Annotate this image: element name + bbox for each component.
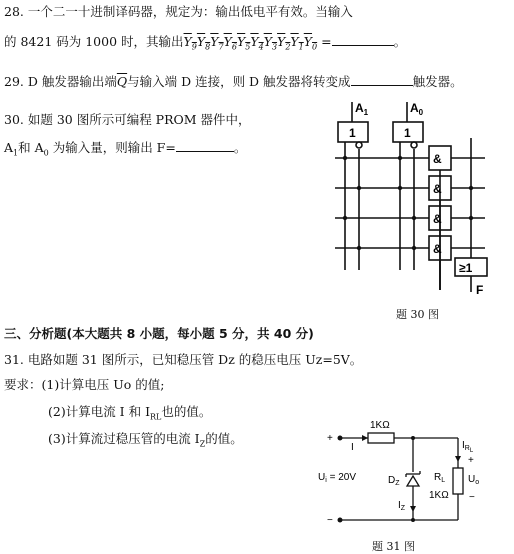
q28-line2: 的 8421 码为 1000 时，其输出$Y_9Y_8Y_7Y_6Y_5Y_4Y_3Y_2Y_1Y_0$ = 。 [4, 34, 407, 52]
fig30-or-gate: ≥1 [459, 261, 473, 275]
q31-req3: (3)计算流过稳压管的电流 $I_Z$的值。 [48, 431, 243, 449]
q28-line2-pre: 的 8421 码为 1000 时，其输出 [4, 34, 184, 49]
fig30-input-a1: $A_1$ [355, 101, 369, 117]
section3-title: 三、分析题(本大题共 8 小题，每小题 5 分，共 40 分) [4, 326, 314, 341]
fig31-plus-in: + [327, 433, 333, 444]
fig30-caption: 题 30 图 [396, 308, 439, 321]
q31-req1: 要求：(1)计算电压 Uo 的值; [4, 377, 165, 392]
q28-answer-blank[interactable] [332, 32, 394, 46]
fig30-and-gate-2: & [433, 182, 442, 196]
q29-post: 触发器。 [412, 74, 463, 89]
fig30-buffer-a1: 1 [349, 126, 356, 140]
q31-req2: (2)计算电流 I 和 $I_{RL}$也的值。 [48, 404, 212, 422]
fig31-rl-value: 1KΩ [429, 490, 449, 501]
fig31-iz: $I_Z$ [398, 500, 406, 512]
q28-outputs: $Y_9Y_8Y_7Y_6Y_5Y_4Y_3Y_2Y_1Y_0$ [183, 34, 318, 52]
fig31-plus-out: + [468, 455, 474, 466]
q31-line1: 31. 电路如题 31 图所示，已知稳压管 Dz 的稳压电压 Uz=5V。 [4, 352, 363, 367]
fig30-output-f: F [476, 283, 484, 297]
fig31-minus-in: − [327, 515, 333, 526]
fig31-current-i: I [351, 442, 354, 453]
fig31-caption: 题 31 图 [372, 540, 415, 553]
fig31-minus-out: − [469, 492, 475, 503]
figure-30-prom-diagram [325, 100, 505, 300]
q29-line [4, 72, 463, 90]
fig31-dz: $D_Z$ [388, 475, 400, 487]
q28-line2-post: = [317, 34, 332, 49]
fig30-and-gate-4: & [433, 242, 442, 256]
fig31-ui: $U_i = 20V$ [318, 472, 356, 484]
q29-qbar: $\overline{Q}$ [116, 74, 128, 89]
fig30-input-a0: $A_0$ [410, 101, 424, 117]
q29-mid: 与输入端 D 连接，则 D 触发器将转变成 [127, 74, 351, 89]
fig30-and-gate-3: & [433, 212, 442, 226]
q30-line1: 30. 如题 30 图所示可编程 PROM 器件中， [4, 112, 251, 127]
fig31-uo: $U_o$ [468, 474, 480, 486]
fig30-and-gate-1: & [433, 152, 442, 166]
figure-31-circuit [318, 416, 508, 536]
fig30-buffer-a0: 1 [404, 126, 411, 140]
fig31-r1-value: 1KΩ [370, 420, 390, 431]
q28-line1: 28. 一个二一十进制译码器，规定为：输出低电平有效。当输入 [4, 4, 353, 19]
fig31-irl: $I_{RL}$ [462, 440, 474, 454]
q30-answer-blank[interactable] [176, 138, 234, 152]
q29-answer-blank[interactable] [351, 72, 413, 86]
fig31-rl: $R_L$ [434, 472, 446, 484]
q30-line2: $A_1$和 $A_0$ 为输入量，则输出 F= 。 [4, 140, 247, 158]
q29-pre: 29. D 触发器输出端 [4, 74, 117, 89]
